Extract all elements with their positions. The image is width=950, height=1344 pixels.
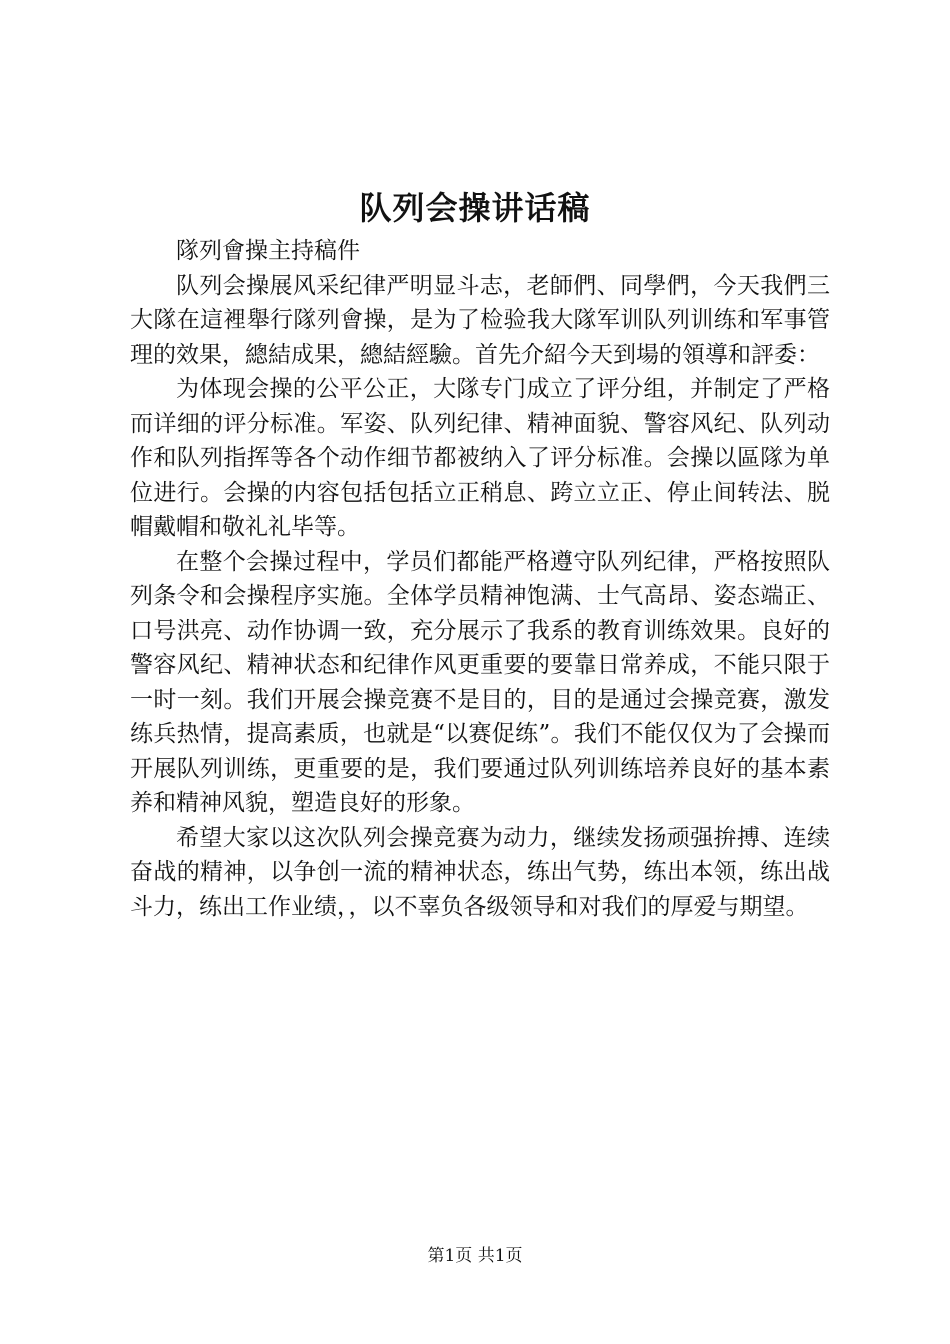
paragraph-process: 在整个会操过程中，学员们都能严格遵守队列纪律，严格按照队列条令和会操程序实施。全体学员精神饱满、士气高昂、姿态端正、口号洪亮、动作协调一致，充分展示了我系的教育训练效果。良好的警容风纪、精神状态和纪律作风更重要的要靠日常养成，不能只限于一时一刻。我们开展会操竞赛不是目的，目的是通过会操竞赛，激发练兵热情，提高素质，也就是“以赛促练”。我们不能仅仅为了会操而开展队列训练，更重要的是，我们要通过队列训练培养良好的基本素养和精神风貌，塑造良好的形象。 — [130, 548, 830, 816]
paragraph-opening: 队列会操展风采纪律严明显斗志，老師們、同學們，今天我們三大隊在這裡舉行隊列會操，是为了检验我大隊军训队列训练和军事管理的效果，總結成果，總結經驗。首先介紹今天到場的領導和評委： — [130, 272, 830, 368]
document-title: 队列会操讲话稿 — [359, 189, 591, 227]
paragraph-scoring: 为体现会操的公平公正，大隊专门成立了评分组，并制定了严格而详细的评分标准。军姿、队列纪律、精神面貌、警容风纪、队列动作和队列指挥等各个动作细节都被纳入了评分标准。会操以區隊为单位进行。会操的内容包括包括立正稍息、跨立立正、停止间转法、脱帽戴帽和敬礼礼毕等。 — [130, 376, 830, 540]
paragraph-subtitle: 隊列會操主持稿件 — [176, 238, 360, 264]
page-number-footer: 第1页 共1页 — [427, 1246, 523, 1266]
document-body — [130, 234, 830, 924]
paragraph-closing: 希望大家以这次队列会操竞赛为动力，继续发扬顽强拚搏、连续奋战的精神，以争创一流的精神状态，练出气势，练出本领，练出战斗力，练出工作业绩，，以不辜负各级领导和对我们的厚爱与期望。 — [130, 824, 830, 920]
